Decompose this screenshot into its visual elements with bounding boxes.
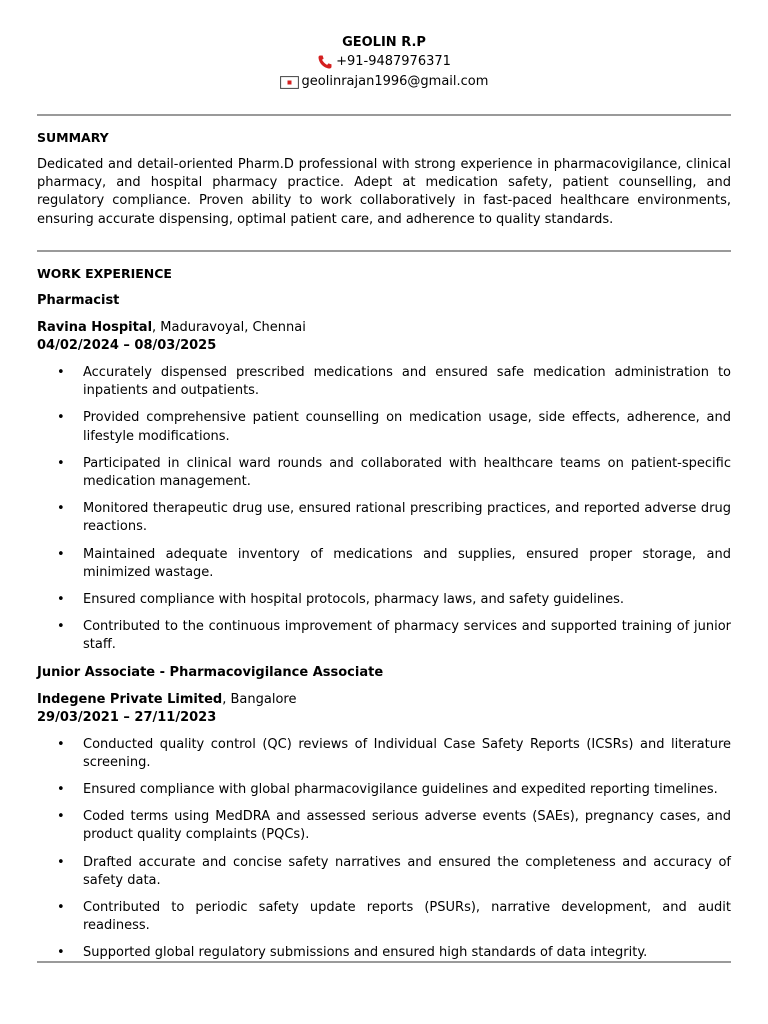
experience-heading: WORK EXPERIENCE (37, 266, 172, 281)
list-item: • Contributed to the continuous improvement of pharmacy services and supported training of junior staff. (37, 618, 731, 654)
list-item: • Coded terms using MedDRA and assessed serious adverse events (SAEs), pregnancy cases, and product quality complaints (PQCs). (37, 808, 731, 844)
list-item: • Drafted accurate and concise safety narratives and ensured the completeness and accuracy of safety data. (37, 854, 731, 890)
candidate-name: GEOLIN R.P (342, 35, 426, 50)
list-item: • Conducted quality control (QC) reviews of Individual Case Safety Reports (ICSRs) and literature screening. (37, 736, 731, 772)
phone-icon (317, 54, 333, 70)
email-icon (280, 76, 299, 89)
list-item: • Provided comprehensive patient counselling on medication usage, side effects, adherence, and lifestyle modifications. (37, 409, 731, 445)
list-item: • Maintained adequate inventory of medications and supplies, ensured proper storage, and minimized wastage. (37, 546, 731, 582)
summary-heading: SUMMARY (37, 130, 109, 145)
phone-line (0, 52, 768, 72)
company-name: Ravina Hospital (37, 320, 153, 335)
resume-header (0, 34, 768, 92)
job-organization (37, 691, 731, 709)
list-item: • Ensured compliance with global pharmacovigilance guidelines and expedited reporting timelines. (37, 781, 731, 799)
job-responsibilities (37, 736, 731, 963)
company-location: , Maduravoyal, Chennai (152, 320, 306, 335)
job-responsibilities (37, 364, 731, 655)
summary-section (37, 129, 731, 229)
list-item: • Contributed to periodic safety update reports (PSURs), narrative development, and audit readiness. (37, 899, 731, 935)
email-address[interactable]: geolinrajan1996@gmail.com (301, 74, 489, 89)
job-dates: 04/02/2024 – 08/03/2025 (37, 338, 217, 353)
experience-section (37, 265, 731, 963)
job-dates: 29/03/2021 – 27/11/2023 (37, 709, 217, 725)
company-location: , Bangalore (222, 691, 297, 707)
list-item: • Accurately dispensed prescribed medications and ensured safe medication administration to inpatients and outpatients. (37, 364, 731, 400)
divider-top (37, 114, 731, 116)
job-role: Junior Associate - Pharmacovigilance Associate (37, 664, 384, 680)
job-role: Pharmacist (37, 293, 120, 308)
job-organization (37, 319, 731, 337)
company-name: Indegene Private Limited (37, 691, 223, 707)
summary-text: Dedicated and detail-oriented Pharm.D professional with strong experience in pharmacovigilance, clinical pharmacy, and hospital pharmacy practice. Adept at medication safety, patient counselling, and regulatory compliance. Proven ability to work collaboratively in fast-paced healthcare environments, ensuring accurate dispensing, optimal patient care, and adherence to quality standards. (37, 157, 731, 227)
divider-bottom (37, 961, 731, 963)
list-item: • Ensured compliance with hospital protocols, pharmacy laws, and safety guidelines. (37, 591, 731, 609)
list-item: • Participated in clinical ward rounds and collaborated with healthcare teams on patient-specific medication management. (37, 455, 731, 491)
list-item: • Supported global regulatory submissions and ensured high standards of data integrity. (37, 944, 731, 962)
list-item: • Monitored therapeutic drug use, ensured rational prescribing practices, and reported adverse drug reactions. (37, 500, 731, 536)
email-line (0, 72, 768, 92)
divider-summary (37, 250, 731, 252)
phone-number[interactable]: +91-9487976371 (336, 54, 451, 69)
